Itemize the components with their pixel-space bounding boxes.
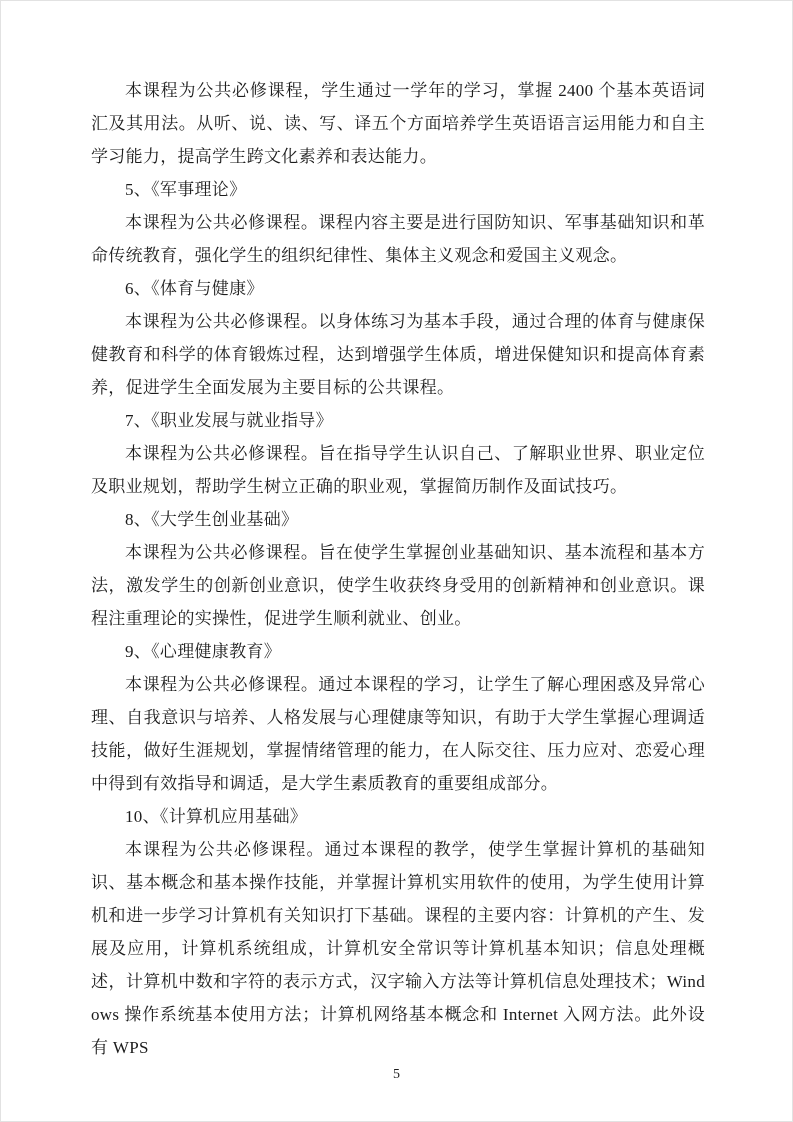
- paragraph-english-course: 本课程为公共必修课程，学生通过一学年的学习，掌握 2400 个基本英语词汇及其用法。从听、说、读、写、译五个方面培养学生英语语言运用能力和自主学习能力，提高学生跨文化素养和表达能力。: [91, 81, 705, 166]
- heading-course-9-mental-health: 9、《心理健康教育》: [125, 642, 281, 661]
- paragraph-computer-basics: 本课程为公共必修课程。通过本课程的教学，使学生掌握计算机的基础知识、基本概念和基本操作技能，并掌握计算机实用软件的使用，为学生使用计算机和进一步学习计算机有关知识打下基础。课程的主要内容：计算机的产生、发展及应用，计算机系统组成，计算机安全常识等计算机基本知识；信息处理概述，计算机中数和字符的表示方式，汉字输入方法等计算机信息处理技术；Windows 操作系统基本使用方法；计算机网络基本概念和 Internet 入网方法。此外设有 WPS: [91, 840, 705, 1057]
- paragraph-military-theory: 本课程为公共必修课程。课程内容主要是进行国防知识、军事基础知识和革命传统教育，强化学生的组织纪律性、集体主义观念和爱国主义观念。: [91, 213, 705, 265]
- document-body: [91, 74, 705, 1064]
- paragraph-mental-health: 本课程为公共必修课程。通过本课程的学习，让学生了解心理困惑及异常心理、自我意识与培养、人格发展与心理健康等知识，有助于大学生掌握心理调适技能，做好生涯规划，掌握情绪管理的能力，在人际交往、压力应对、恋爱心理中得到有效指导和调适，是大学生素质教育的重要组成部分。: [91, 675, 705, 793]
- paragraph-career-guidance: 本课程为公共必修课程。旨在指导学生认识自己、了解职业世界、职业定位及职业规划，帮助学生树立正确的职业观，掌握简历制作及面试技巧。: [91, 444, 705, 496]
- heading-course-10-computer-basics: 10、《计算机应用基础》: [125, 807, 308, 826]
- page-number: 5: [393, 1067, 400, 1082]
- heading-course-8-entrepreneurship: 8、《大学生创业基础》: [125, 510, 299, 529]
- heading-course-5-military-theory: 5、《军事理论》: [125, 180, 247, 199]
- paragraph-physical-education: 本课程为公共必修课程。以身体练习为基本手段，通过合理的体育与健康保健教育和科学的体育锻炼过程，达到增强学生体质，增进保健知识和提高体育素养，促进学生全面发展为主要目标的公共课程。: [91, 312, 705, 397]
- heading-course-7-career-guidance: 7、《职业发展与就业指导》: [125, 411, 333, 430]
- paragraph-entrepreneurship: 本课程为公共必修课程。旨在使学生掌握创业基础知识、基本流程和基本方法，激发学生的创新创业意识，使学生收获终身受用的创新精神和创业意识。课程注重理论的实操性，促进学生顺利就业、创业。: [91, 543, 705, 628]
- heading-course-6-physical-education: 6、《体育与健康》: [125, 279, 264, 298]
